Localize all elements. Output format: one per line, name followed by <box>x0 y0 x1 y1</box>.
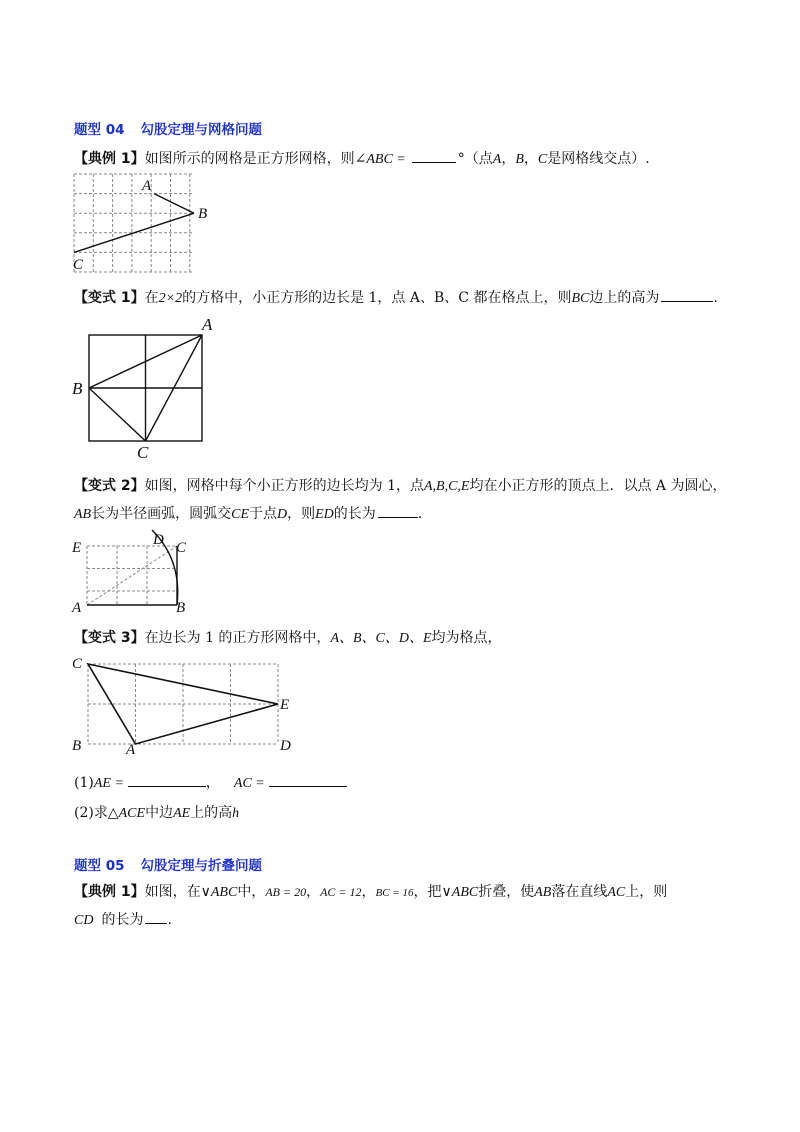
question-text: 的长为 <box>101 912 144 928</box>
grid-lines <box>74 174 194 272</box>
section-number: 题型 04 <box>74 122 125 138</box>
period: . <box>713 290 718 306</box>
question-text: 于点 <box>249 506 277 522</box>
question-text: 如图，网格中每个小正方形的边长均为 1，点 <box>144 478 424 494</box>
segment-bc <box>89 388 146 441</box>
example-1-question <box>74 148 650 170</box>
question-text: 如图所示的网格是正方形网格，则 <box>144 151 355 167</box>
figure-2-grid <box>70 313 220 462</box>
question-text: 上的高 <box>190 805 233 821</box>
example-2-question-line-2 <box>74 909 172 931</box>
question-text: 折叠，使 <box>478 884 535 900</box>
example-2-question-line-1 <box>74 882 667 903</box>
figure-1-grid <box>70 172 208 274</box>
separator: ， <box>205 775 220 791</box>
section-number: 题型 05 <box>74 858 125 874</box>
sub-question-number: (2) <box>74 805 94 821</box>
section-05-heading <box>74 856 262 876</box>
question-text: 均在小正方形的顶点上．以点 A 为圆心， <box>469 478 727 494</box>
triangle-label: ∨ABC <box>441 885 479 900</box>
point-label-d: D <box>280 738 291 754</box>
question-text: 中， <box>237 884 266 900</box>
variant-2-question-line-1 <box>74 476 727 497</box>
sub-question-1 <box>74 772 347 794</box>
point-label-a: A <box>202 315 213 334</box>
question-tag: 【典例 1】 <box>74 884 145 900</box>
question-text: 在 <box>144 290 159 306</box>
answer-blank[interactable] <box>661 287 713 302</box>
grid-lines <box>88 664 278 744</box>
question-text: 落在直线 <box>551 884 608 900</box>
point-label-c: C <box>73 257 84 273</box>
point-label-e: E <box>72 540 82 556</box>
segment-label: ED <box>315 507 334 522</box>
separator: ， <box>523 151 538 167</box>
points-list: A、B、C、D、E <box>330 631 432 646</box>
point-label-b: B <box>72 379 83 398</box>
variable-label: h <box>232 806 240 821</box>
question-text: 在边长为 1 的正方形网格中， <box>144 630 331 646</box>
point-label: A <box>492 152 502 167</box>
point-label-b: B <box>176 600 186 616</box>
angle-expression: ∠ABC = <box>354 152 406 167</box>
question-text: 均为格点， <box>431 630 502 646</box>
question-text: 长为半径画弧，圆弧交 <box>91 506 232 522</box>
question-tag: 【典例 1】 <box>74 151 145 167</box>
point-label: B <box>515 152 524 167</box>
section-title: 勾股定理与折叠问题 <box>140 858 262 874</box>
question-text: 是网格线交点）. <box>547 151 650 167</box>
point-label-e: E <box>280 697 290 713</box>
segment-expression: AC = <box>233 776 265 791</box>
variant-3-question <box>74 628 502 649</box>
sub-question-2 <box>74 803 239 824</box>
question-text: 求 <box>93 805 108 821</box>
given-ab: AB = 20 <box>265 885 307 899</box>
question-tag: 【变式 3】 <box>74 630 145 646</box>
given-ac: AC = 12 <box>320 885 362 899</box>
variant-1-question <box>74 287 718 309</box>
triangle-label: △ACE <box>107 806 146 821</box>
question-text: 如图，在 <box>144 884 201 900</box>
section-04-heading <box>74 120 262 140</box>
figure-3-arc <box>70 530 210 615</box>
point-label-a: A <box>126 742 136 758</box>
figure-4-triangle <box>70 652 310 758</box>
points-list: A,B,C,E <box>423 479 470 494</box>
answer-blank[interactable] <box>378 503 418 518</box>
grid-size: 2×2 <box>158 291 183 306</box>
segment-label: CD <box>74 913 94 928</box>
question-text: 的方格中，小正方形的边长是 1，点 A、B、C 都在格点上，则 <box>182 290 572 306</box>
segment-label: AB <box>534 885 552 900</box>
variant-2-question-line-2 <box>74 503 422 525</box>
question-tag: 【变式 1】 <box>74 290 145 306</box>
segment-label: AC <box>607 885 626 900</box>
given-bc: BC = 16 <box>375 887 414 899</box>
segment-ab <box>154 194 194 214</box>
separator: ， <box>306 884 321 900</box>
point-label-d: D <box>153 532 164 548</box>
segment-label: AE <box>173 806 191 821</box>
point-label-a: A <box>72 600 82 616</box>
point-label-a: A <box>142 178 152 194</box>
section-title: 勾股定理与网格问题 <box>140 122 262 138</box>
question-tag: 【变式 2】 <box>74 478 145 494</box>
point-label-b: B <box>198 206 208 222</box>
segment-label: BC <box>571 291 590 306</box>
separator: ， <box>501 151 516 167</box>
period: . <box>167 912 172 928</box>
question-text: °（点 <box>457 151 493 167</box>
point-label-c: C <box>72 656 83 672</box>
segment-expression: AE = <box>93 776 124 791</box>
question-text: ，则 <box>287 506 316 522</box>
triangle-label: ∨ABC <box>200 885 238 900</box>
period: . <box>417 506 423 522</box>
answer-blank[interactable] <box>412 148 456 163</box>
answer-blank[interactable] <box>145 909 167 924</box>
answer-blank-ae[interactable] <box>128 772 206 787</box>
sub-question-number: (1) <box>74 775 94 791</box>
point-label-c: C <box>176 540 187 556</box>
question-text: 的长为 <box>333 506 376 522</box>
question-text: 边上的高为 <box>589 290 660 306</box>
answer-blank-ac[interactable] <box>269 772 347 787</box>
point-label: C <box>537 152 548 167</box>
point-label-c: C <box>137 443 149 462</box>
question-text: 上，则 <box>625 884 668 900</box>
segment-label: CE <box>231 507 249 522</box>
point-label: D <box>277 507 288 522</box>
segment-label: AB <box>74 507 92 522</box>
point-label-b: B <box>72 738 82 754</box>
question-text: ，把 <box>413 884 442 900</box>
separator: ， <box>361 884 376 900</box>
question-text: 中边 <box>145 805 174 821</box>
grid-lines <box>87 546 177 605</box>
